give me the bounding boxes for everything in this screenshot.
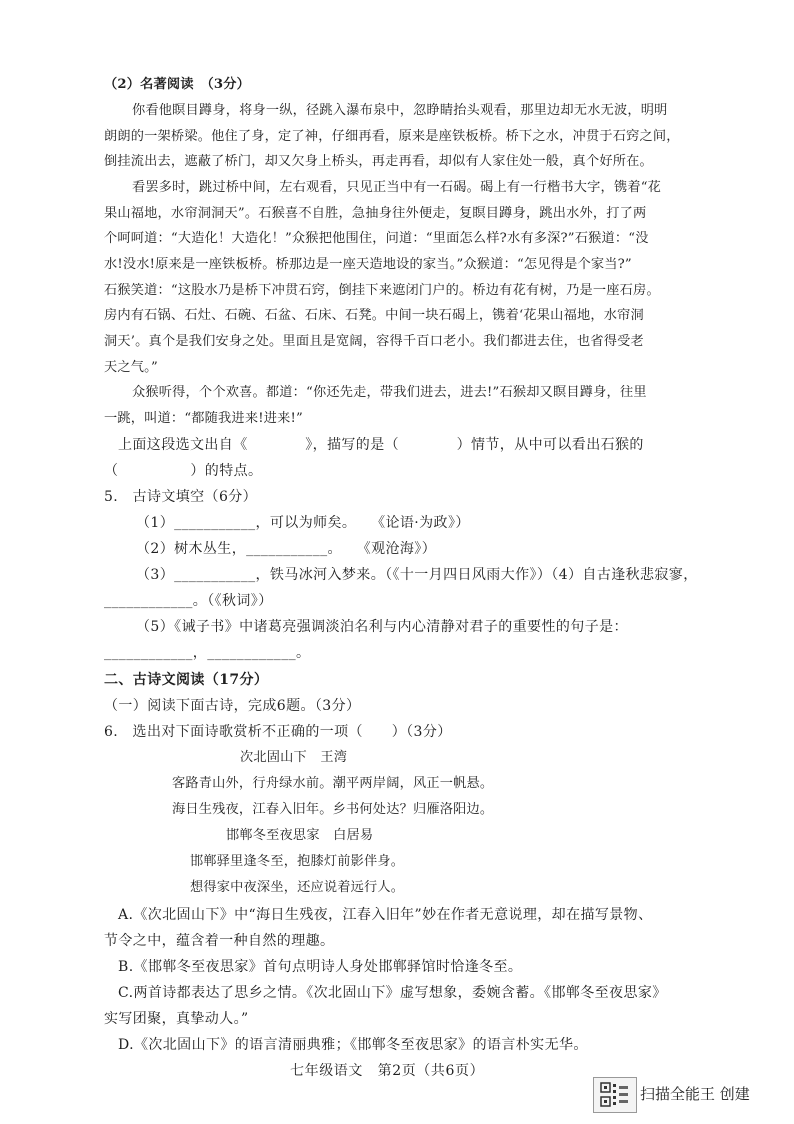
fill-blank-line: （1）___________，可以为师矣。 《论语·为政》） <box>136 515 470 531</box>
option-a-cont: 节令之中，蕴含着一种自然的理趣。 <box>104 933 335 949</box>
section-title-classic-reading: （2）名著阅读 （3分） <box>104 77 251 92</box>
fill-blank-line: ____________。（《秋词》） <box>104 593 273 609</box>
qr-code-icon <box>593 1077 637 1113</box>
poem-line: 客路青山外，行舟绿水前。潮平两岸阔，风正一帆悬。 <box>172 776 494 791</box>
subsection-title: （一）阅读下面古诗，完成6题。（3分） <box>104 698 361 714</box>
poem-2-title: 邯郸冬至夜思家 白居易 <box>226 828 374 843</box>
passage-line: 众猴听得，个个欢喜。都道：“你还先走，带我们进去，进去!”石猴却又瞑目蹲身，往里 <box>132 385 647 400</box>
question-5-title: 5. 古诗文填空（6分） <box>104 489 258 505</box>
option-d: D.《次北固山下》的语言清丽典雅；《邯郸冬至夜思家》的语言朴实无华。 <box>118 1037 588 1053</box>
question-6-title: 6. 选出对下面诗歌赏析不正确的一项（ ）（3分） <box>104 724 452 740</box>
page-footer: 七年级语文 第2页（共6页） <box>290 1063 485 1079</box>
passage-line: 天之气。” <box>104 360 158 375</box>
fill-blank-line: （5）《诫子书》中诸葛亮强调淡泊名利与内心清静对君子的重要性的句子是： <box>136 619 628 635</box>
watermark-text: 扫描全能王 创建 <box>640 1085 750 1103</box>
passage-line: 水!没水!原来是一座铁板桥。桥那边是一座天造地设的家当。”众猴道：“怎见得是个家当?” <box>104 257 632 272</box>
question-line: 上面这段选文出自《 》，描写的是（ ）情节，从中可以看出石猴的 <box>118 437 644 453</box>
poem-line: 海日生残夜，江春入旧年。乡书何处达？归雁洛阳边。 <box>172 802 494 817</box>
passage-line: 房内有石锅、石灶、石碗、石盆、石床、石凳。中间一块石碣上，镌着‘花果山福地，水帘洞 <box>104 308 644 323</box>
poem-line: 想得家中夜深坐，还应说着远行人。 <box>190 880 405 895</box>
option-b: B.《邯郸冬至夜思家》首句点明诗人身处邯郸驿馆时恰逢冬至。 <box>118 959 523 975</box>
option-c-cont: 实写团聚，真挚动人。” <box>104 1011 249 1027</box>
passage-line: 倒挂流出去，遮蔽了桥门，却又欠身上桥头，再走再看，却似有人家住处一般，真个好所在。 <box>104 154 653 169</box>
passage-line: 果山福地，水帘洞洞天”。石猴喜不自胜，急抽身往外便走，复瞑目蹲身，跳出水外，打了两 <box>104 206 647 221</box>
fill-blank-line: （2）树木丛生，___________。 《观沧海》） <box>136 541 437 557</box>
section-2-title: 二、古诗文阅读（17分） <box>104 672 269 688</box>
passage-line: 看罢多时，跳过桥中间，左右观看，只见正当中有一石碣。碣上有一行楷书大字，镌着“花 <box>132 180 662 195</box>
passage-line: 一跳，叫道：“都随我进来!进来!” <box>104 411 303 426</box>
option-c: C.两首诗都表达了思乡之情。《次北固山下》虚写想象，委婉含蓄。《邯郸冬至夜思家》 <box>118 985 667 1001</box>
passage-line: 个呵呵道：“大造化！大造化！”众猴把他围住，问道：“里面怎么样?水有多深?”石猴道：“没 <box>104 231 649 246</box>
passage-line: 洞天’。真个是我们安身之处。里面且是宽阔，容得千百口老小。我们都进去住，也省得受老 <box>104 334 644 349</box>
passage-line: 朗朗的一架桥梁。他住了身，定了神，仔细再看，原来是座铁板桥。桥下之水，冲贯于石窍之间， <box>104 129 680 144</box>
passage-line: 石猴笑道：“这股水乃是桥下冲贯石窍，倒挂下来遮闭门户的。桥边有花有树，乃是一座石房。 <box>104 283 660 298</box>
fill-blank-line: （3）___________，铁马冰河入梦来。（《十一月四日风雨大作》）（4）自古逢秋悲寂寥， <box>136 567 698 583</box>
passage-line: 你看他瞑目蹲身，将身一纵，径跳入瀑布泉中，忽睁睛抬头观看，那里边却无水无波，明明 <box>132 103 668 118</box>
option-a: A.《次北固山下》中“海日生残夜，江春入旧年”妙在作者无意说理，却在描写景物、 <box>118 907 653 923</box>
poem-line: 邯郸驿里逢冬至，抱膝灯前影伴身。 <box>190 854 405 869</box>
poem-1-title: 次北固山下 王湾 <box>240 750 348 765</box>
question-line: （ ）的特点。 <box>104 463 263 479</box>
fill-blank-line: ____________，____________。 <box>104 645 311 661</box>
